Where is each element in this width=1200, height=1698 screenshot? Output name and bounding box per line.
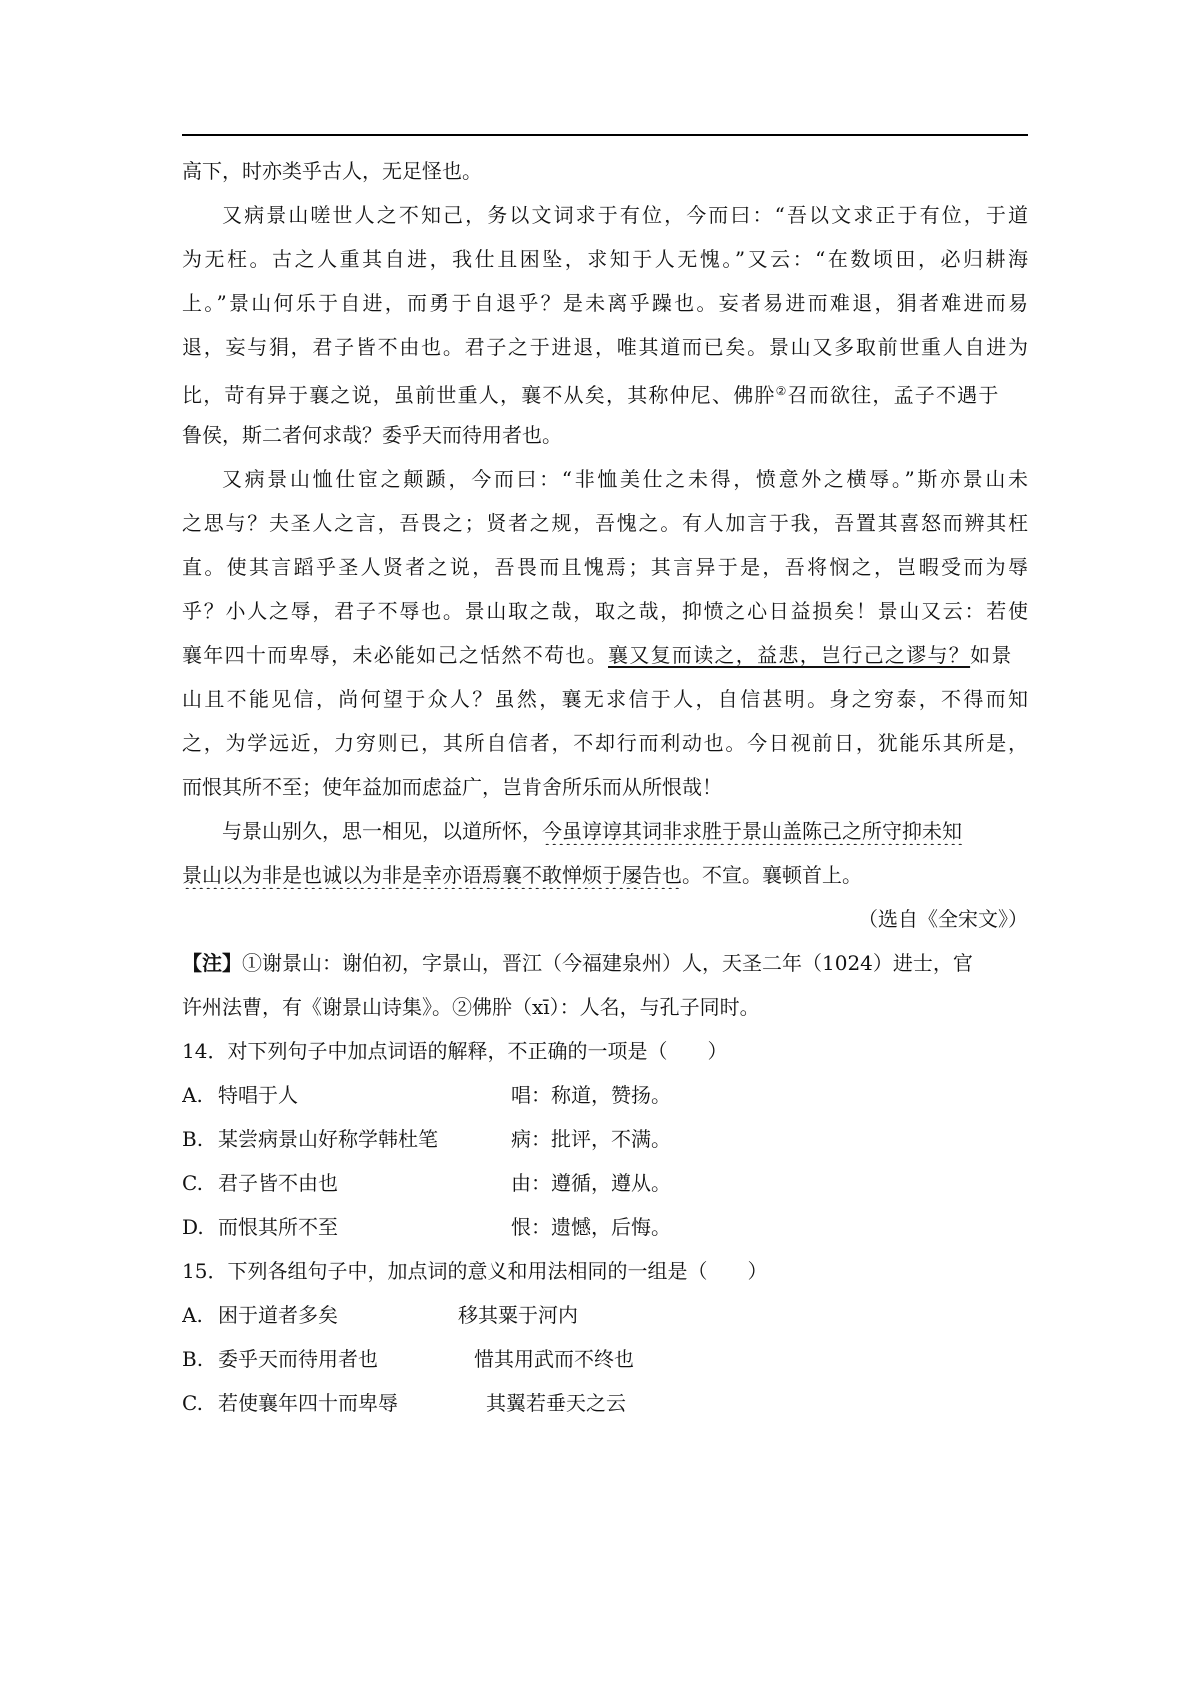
option-explanation: 病：批评，不满。 — [511, 1127, 671, 1151]
q14-option-c — [182, 1169, 1028, 1197]
passage-line — [182, 861, 1028, 889]
notes-line — [182, 949, 1028, 977]
wavy-underlined-text: 今虽谆谆其词非求胜于景山盖陈己之所守抑未知 — [542, 819, 962, 843]
passage-line: 乎？小人之辱，君子不辱也。景山取之哉，取之哉，抑愤之心日益损矣！景山又云：若使 — [182, 599, 1028, 623]
passage-line: 而恨其所不至；使年益加而虑益广，岂肯舍所乐而从所恨哉！ — [182, 775, 722, 799]
option-first: 委乎天而待用者也 — [218, 1347, 378, 1371]
passage-line — [182, 641, 1028, 669]
passage-text: 比，苛有异于襄之说，虽前世重人，襄不从矣，其称仲尼、佛肸 — [182, 383, 776, 407]
option-first: 困于道者多矣 — [218, 1303, 338, 1327]
passage-line: 山且不能见信，尚何望于众人？虽然，襄无求信于人，自信甚明。身之穷泰，不得而知 — [182, 687, 1028, 711]
notes-label: 【注】 — [182, 951, 242, 975]
underlined-sentence: 襄又复而读之，益悲，岂行己之谬与？ — [608, 643, 971, 667]
passage-text: 如景 — [970, 643, 1013, 667]
option-explanation: 由：遵循，遵从。 — [511, 1171, 671, 1195]
passage-line: 鲁侯，斯二者何求哉？委乎天而待用者也。 — [182, 423, 562, 447]
option-first: 若使襄年四十而卑辱 — [218, 1391, 398, 1415]
passage-line: 上。”景山何乐于自进，而勇于自退乎？是未离乎躁也。妄者易进而难退，狷者难进而易 — [182, 291, 1028, 315]
passage-line: 又病景山恤仕宦之颠踬，今而曰：“非恤美仕之未得，愤意外之横辱。”斯亦景山未 — [222, 467, 1028, 491]
passage-line: 之思与？夫圣人之言，吾畏之；贤者之规，吾愧之。有人加言于我，吾置其喜怒而辨其枉 — [182, 511, 1028, 535]
passage-line — [182, 377, 1028, 409]
passage-line — [182, 817, 1028, 845]
passage-line: 又病景山嗟世人之不知己，务以文词求于有位，今而曰：“吾以文求正于有位，于道 — [222, 203, 1028, 227]
passage-line: 退，妄与狷，君子皆不由也。君子之于进退，唯其道而已矣。景山又多取前世重人自进为 — [182, 335, 1028, 359]
option-second: 移其粟于河内 — [458, 1303, 578, 1327]
passage-text: 召而欲往，孟子不遇于 — [787, 383, 1000, 407]
option-letter: C. — [182, 1391, 203, 1415]
passage-line: 高下，时亦类乎古人，无足怪也。 — [182, 159, 482, 183]
passage-line: 之，为学远近，力穷则已，其所自信者，不却行而利动也。今日视前日，犹能乐其所是， — [182, 731, 1028, 755]
notes-text: ①谢景山：谢伯初，字景山，晋江（今福建泉州）人，天圣二年（1024）进士，官 — [242, 951, 973, 975]
option-letter: A. — [182, 1083, 203, 1107]
passage-text: 与景山别久，思一相见，以道所怀， — [222, 819, 542, 843]
option-second: 惜其用武而不终也 — [474, 1347, 634, 1371]
source-citation: （选自《全宋文》） — [858, 907, 1028, 931]
question-15-stem: 15．下列各组句子中，加点词的意义和用法相同的一组是（ ） — [182, 1259, 768, 1283]
option-sentence: 而恨其所不至 — [218, 1215, 338, 1239]
passage-line: 直。使其言蹈乎圣人贤者之说，吾畏而且愧焉；其言异于是，吾将悯之，岂暇受而为辱 — [182, 555, 1028, 579]
passage-text: 襄年四十而卑辱，未必能如己之恬然不苟也。 — [182, 643, 608, 667]
footnote-marker: ② — [775, 384, 788, 398]
q14-option-b — [182, 1125, 1028, 1153]
wavy-underlined-text: 景山以为非是也诚以为非是幸亦语焉襄不敢惮烦于屡告也 — [182, 863, 682, 887]
option-letter: B. — [182, 1127, 204, 1151]
question-14-stem: 14．对下列句子中加点词语的解释，不正确的一项是（ ） — [182, 1039, 728, 1063]
option-letter: C. — [182, 1171, 203, 1195]
header-rule — [182, 134, 1028, 136]
option-explanation: 唱：称道，赞扬。 — [511, 1083, 671, 1107]
passage-line: 为无枉。古之人重其自进，我仕且困坠，求知于人无愧。”又云：“在数顷田，必归耕海 — [182, 247, 1028, 271]
q15-option-a — [182, 1301, 1028, 1329]
q14-option-a — [182, 1081, 1028, 1109]
option-explanation: 恨：遗憾，后悔。 — [511, 1215, 671, 1239]
option-sentence: 某尝病景山好称学韩杜笔 — [218, 1127, 438, 1151]
q15-option-b — [182, 1345, 1028, 1373]
option-sentence: 特唱于人 — [218, 1083, 298, 1107]
option-sentence: 君子皆不由也 — [218, 1171, 338, 1195]
notes-line: 许州法曹，有《谢景山诗集》。②佛肸（xī）：人名，与孔子同时。 — [182, 995, 760, 1019]
option-second: 其翼若垂天之云 — [486, 1391, 626, 1415]
option-letter: B. — [182, 1347, 204, 1371]
option-letter: D. — [182, 1215, 204, 1239]
q14-option-d — [182, 1213, 1028, 1241]
option-letter: A. — [182, 1303, 203, 1327]
q15-option-c — [182, 1389, 1028, 1417]
passage-text: 。不宣。襄顿首上。 — [682, 863, 862, 887]
